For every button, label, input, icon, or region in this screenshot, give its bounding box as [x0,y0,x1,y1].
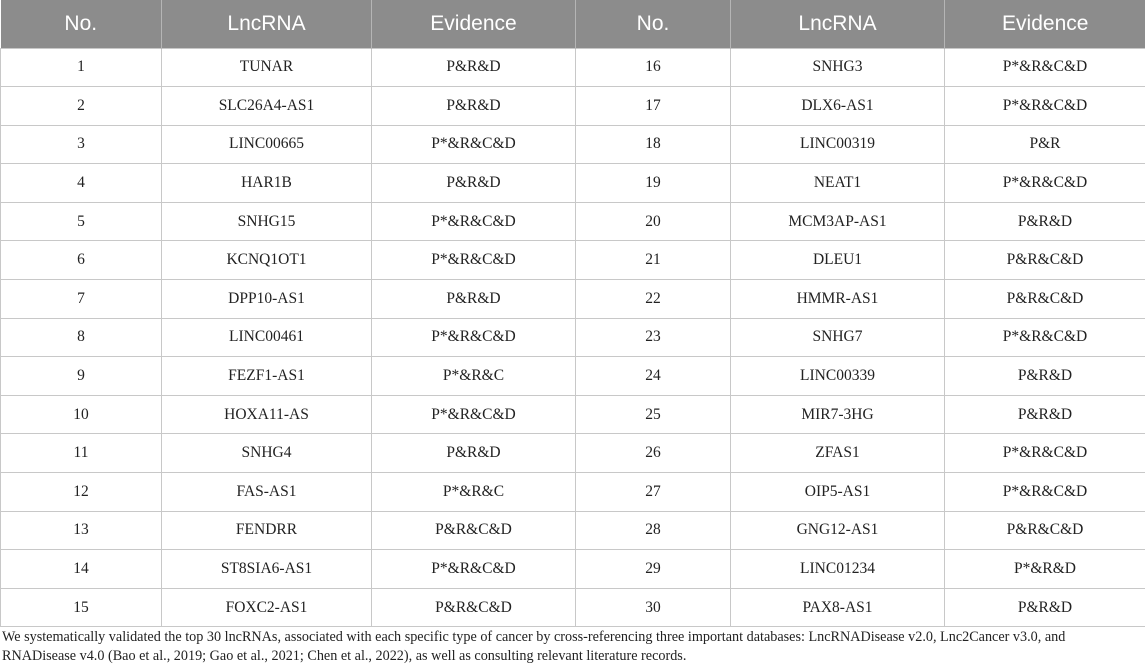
cell-no: 22 [576,280,731,319]
cell-evidence: P*&R&C&D [945,87,1145,126]
cell-no: 28 [576,511,731,550]
header-evidence-left: Evidence [372,0,576,48]
cell-lncrna: OIP5-AS1 [731,473,945,512]
cell-evidence: P*&R&D [945,550,1145,589]
cell-no: 15 [1,588,162,627]
cell-lncrna: MCM3AP-AS1 [731,202,945,241]
cell-evidence: P*&R&C&D [945,164,1145,203]
cell-lncrna: NEAT1 [731,164,945,203]
cell-lncrna: SNHG7 [731,318,945,357]
cell-no: 27 [576,473,731,512]
table-row [1,202,1145,241]
table-row [1,395,1145,434]
cell-lncrna: SNHG15 [162,202,372,241]
table-header [1,0,1145,48]
cell-lncrna: PAX8-AS1 [731,588,945,627]
cell-evidence: P*&R&C&D [372,550,576,589]
cell-evidence: P&R&C&D [372,588,576,627]
header-lncrna-right: LncRNA [731,0,945,48]
cell-lncrna: SLC26A4-AS1 [162,87,372,126]
cell-no: 6 [1,241,162,280]
header-no-left: No. [64,11,98,35]
cell-lncrna: HAR1B [162,164,372,203]
cell-lncrna: LINC00461 [162,318,372,357]
cell-no: 16 [576,48,731,87]
header-no-right: No. [576,0,731,48]
cell-evidence: P&R&D [372,280,576,319]
cell-lncrna: DPP10-AS1 [162,280,372,319]
table-row [1,87,1145,126]
cell-lncrna: FEZF1-AS1 [162,357,372,396]
cell-lncrna: FAS-AS1 [162,473,372,512]
cell-evidence: P*&R&C&D [945,318,1145,357]
cell-evidence: P*&R&C&D [945,434,1145,473]
table-row [1,357,1145,396]
cell-no: 9 [1,357,162,396]
cell-lncrna: LINC00319 [731,125,945,164]
cell-lncrna: TUNAR [162,48,372,87]
table-row [1,125,1145,164]
cell-lncrna: GNG12-AS1 [731,511,945,550]
cell-no: 21 [576,241,731,280]
cell-evidence: P*&R&C&D [372,395,576,434]
header-row [1,0,1145,48]
table-row [1,511,1145,550]
cell-lncrna: MIR7-3HG [731,395,945,434]
table-row [1,241,1145,280]
cell-evidence: P*&R&C&D [372,202,576,241]
table-row [1,473,1145,512]
cell-evidence: P*&R&C&D [372,318,576,357]
cell-evidence: P*&R&C&D [945,473,1145,512]
cell-no: 14 [1,550,162,589]
header-lncrna-left: LncRNA [162,0,372,48]
cell-lncrna: DLX6-AS1 [731,87,945,126]
table-row [1,318,1145,357]
cell-no: 2 [1,87,162,126]
cell-evidence: P&R&C&D [945,280,1145,319]
cell-no: 5 [1,202,162,241]
cell-no: 1 [1,48,162,87]
cell-no: 25 [576,395,731,434]
cell-evidence: P*&R&C [372,357,576,396]
cell-lncrna: SNHG3 [731,48,945,87]
cell-evidence: P*&R&C&D [945,48,1145,87]
cell-no: 30 [576,588,731,627]
table-row [1,48,1145,87]
cell-evidence: P&R&D [372,434,576,473]
table-row [1,434,1145,473]
cell-no: 17 [576,87,731,126]
cell-lncrna: LINC00339 [731,357,945,396]
cell-evidence: P&R&C&D [372,511,576,550]
cell-lncrna: ST8SIA6-AS1 [162,550,372,589]
cell-no: 4 [1,164,162,203]
cell-no: 29 [576,550,731,589]
cell-no: 13 [1,511,162,550]
cell-evidence: P&R&D [372,164,576,203]
cell-no: 23 [576,318,731,357]
table-row [1,550,1145,589]
cell-evidence: P*&R&C [372,473,576,512]
cell-evidence: P&R&D [945,357,1145,396]
table-row [1,280,1145,319]
cell-no: 26 [576,434,731,473]
cell-no: 18 [576,125,731,164]
cell-evidence: P&R [945,125,1145,164]
cell-no: 3 [1,125,162,164]
cell-no: 8 [1,318,162,357]
cell-evidence: P&R&D [945,588,1145,627]
cell-evidence: P*&R&C&D [372,241,576,280]
cell-lncrna: LINC01234 [731,550,945,589]
table-row [1,588,1145,627]
table-footnote: We systematically validated the top 30 lncRNAs, associated with each specific type of cancer by cross-referencing three important databases: LncRNADisease v2.0, Lnc2Cancer v3.0, and RNADisease v4.0 (Bao et al., 2019; Gao et al., 2021; Chen et al., 2022), as well as consulting relevant literature records. [2,629,1066,664]
cell-lncrna: KCNQ1OT1 [162,241,372,280]
cell-no: 20 [576,202,731,241]
header-evidence-right: Evidence [945,0,1145,48]
cell-evidence: P&R&D [372,48,576,87]
table-body [1,48,1145,627]
cell-lncrna: DLEU1 [731,241,945,280]
cell-lncrna: LINC00665 [162,125,372,164]
cell-lncrna: HMMR-AS1 [731,280,945,319]
cell-lncrna: FENDRR [162,511,372,550]
cell-lncrna: ZFAS1 [731,434,945,473]
cell-no: 12 [1,473,162,512]
cell-no: 10 [1,395,162,434]
cell-evidence: P&R&D [945,395,1145,434]
table-row [1,164,1145,203]
cell-no: 7 [1,280,162,319]
cell-lncrna: FOXC2-AS1 [162,588,372,627]
cell-evidence: P&R&C&D [945,241,1145,280]
cell-lncrna: HOXA11-AS [162,395,372,434]
cell-evidence: P&R&D [372,87,576,126]
cell-no: 24 [576,357,731,396]
cell-evidence: P&R&C&D [945,511,1145,550]
cell-no: 19 [576,164,731,203]
cell-no: 11 [1,434,162,473]
cell-evidence: P&R&D [945,202,1145,241]
cell-evidence: P*&R&C&D [372,125,576,164]
cell-lncrna: SNHG4 [162,434,372,473]
